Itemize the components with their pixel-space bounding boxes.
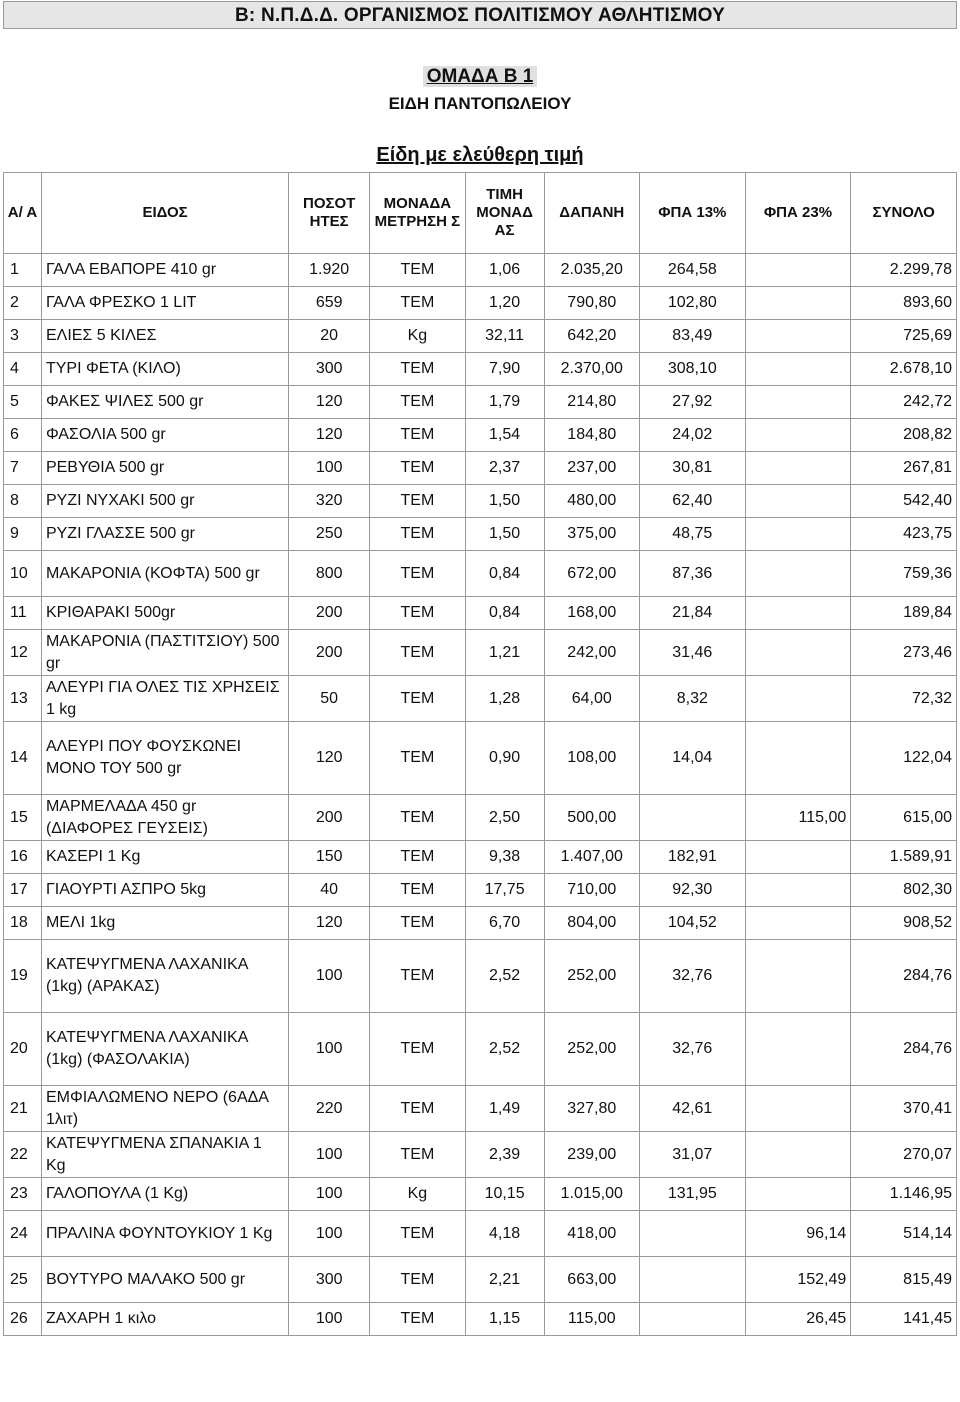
vat-13-cell: 42,61 [639,1086,745,1132]
vat-23-cell: 26,45 [745,1303,851,1336]
vat-23-cell [745,452,851,485]
total-cell: 2.299,78 [851,254,957,287]
total-cell: 189,84 [851,597,957,630]
quantity-cell: 659 [289,287,370,320]
col-total: ΣΥΝΟΛΟ [851,173,957,254]
unit-cell: ΤΕΜ [370,287,465,320]
cost-cell: 418,00 [544,1211,639,1257]
item-name-cell: ΜΕΛΙ 1kg [41,907,288,940]
vat-23-cell [745,874,851,907]
total-cell: 284,76 [851,940,957,1013]
table-row [4,795,957,841]
row-number-cell: 3 [4,320,42,353]
item-name-cell: ΡΥΖΙ ΝΥΧΑΚΙ 500 gr [41,485,288,518]
row-number-cell: 18 [4,907,42,940]
vat-23-cell [745,722,851,795]
vat-23-cell: 96,14 [745,1211,851,1257]
row-number-cell: 2 [4,287,42,320]
unit-cell: ΤΕΜ [370,419,465,452]
row-number-cell: 4 [4,353,42,386]
unit-cell: ΤΕΜ [370,1211,465,1257]
unit-price-cell: 2,39 [465,1132,544,1178]
unit-cell: Kg [370,320,465,353]
unit-price-cell: 2,50 [465,795,544,841]
quantity-cell: 50 [289,676,370,722]
item-name-cell: ΓΑΛΑ ΕΒΑΠΟΡΕ 410 gr [41,254,288,287]
table-row [4,676,957,722]
unit-cell: ΤΕΜ [370,722,465,795]
table-row [4,254,957,287]
row-number-cell: 11 [4,597,42,630]
group-title [0,66,960,88]
item-name-cell: ΒΟΥΤΥΡΟ ΜΑΛΑΚΟ 500 gr [41,1257,288,1303]
total-cell: 893,60 [851,287,957,320]
row-number-cell: 15 [4,795,42,841]
table-body [4,254,957,1336]
row-number-cell: 16 [4,841,42,874]
cost-cell: 480,00 [544,485,639,518]
unit-cell: ΤΕΜ [370,386,465,419]
col-aa: Α/ Α [4,173,42,254]
table-row [4,287,957,320]
row-number-cell: 21 [4,1086,42,1132]
col-unit: ΜΟΝΑΔΑ ΜΕΤΡΗΣΗ Σ [370,173,465,254]
table-row [4,485,957,518]
quantity-cell: 120 [289,386,370,419]
unit-cell: ΤΕΜ [370,841,465,874]
unit-price-cell: 1,79 [465,386,544,419]
total-cell: 208,82 [851,419,957,452]
row-number-cell: 19 [4,940,42,1013]
cost-cell: 642,20 [544,320,639,353]
total-cell: 242,72 [851,386,957,419]
vat-13-cell: 32,76 [639,1013,745,1086]
vat-23-cell [745,940,851,1013]
unit-cell: ΤΕΜ [370,874,465,907]
table-row [4,1257,957,1303]
quantity-cell: 800 [289,551,370,597]
vat-23-cell [745,841,851,874]
item-name-cell: ΓΙΑΟΥΡΤΙ ΑΣΠΡΟ 5kg [41,874,288,907]
total-cell: 725,69 [851,320,957,353]
unit-price-cell: 1,15 [465,1303,544,1336]
vat-23-cell [745,386,851,419]
row-number-cell: 1 [4,254,42,287]
quantity-cell: 100 [289,1303,370,1336]
vat-13-cell: 24,02 [639,419,745,452]
cost-cell: 184,80 [544,419,639,452]
row-number-cell: 8 [4,485,42,518]
item-name-cell: ΚΑΣΕΡΙ 1 Kg [41,841,288,874]
total-cell: 423,75 [851,518,957,551]
quantity-cell: 250 [289,518,370,551]
row-number-cell: 14 [4,722,42,795]
cost-cell: 108,00 [544,722,639,795]
quantity-cell: 120 [289,907,370,940]
item-name-cell: ΤΥΡΙ ΦΕΤΑ (ΚΙΛΟ) [41,353,288,386]
col-item: ΕΙΔΟΣ [41,173,288,254]
vat-23-cell: 152,49 [745,1257,851,1303]
total-cell: 759,36 [851,551,957,597]
cost-cell: 252,00 [544,1013,639,1086]
item-name-cell: ΜΑΚΑΡΟΝΙΑ (ΠΑΣΤΙΤΣΙΟΥ) 500 gr [41,630,288,676]
vat-23-cell [745,1086,851,1132]
total-cell: 141,45 [851,1303,957,1336]
item-name-cell: ΑΛΕΥΡΙ ΠΟΥ ΦΟΥΣΚΩΝΕΙ ΜΟΝΟ ΤΟΥ 500 gr [41,722,288,795]
unit-cell: ΤΕΜ [370,353,465,386]
vat-23-cell: 115,00 [745,795,851,841]
table-row [4,1132,957,1178]
cost-cell: 2.370,00 [544,353,639,386]
col-cost: ΔΑΠΑΝΗ [544,173,639,254]
quantity-cell: 120 [289,419,370,452]
item-name-cell: ΕΜΦΙΑΛΩΜΕΝΟ ΝΕΡΟ (6ΑΔΑ 1λιτ) [41,1086,288,1132]
col-price: ΤΙΜΗ ΜΟΝΑΔ ΑΣ [465,173,544,254]
table-row [4,551,957,597]
unit-cell: ΤΕΜ [370,940,465,1013]
item-name-cell: ΚΡΙΘΑΡΑΚΙ 500gr [41,597,288,630]
quantity-cell: 1.920 [289,254,370,287]
col-vat23: ΦΠΑ 23% [745,173,851,254]
total-cell: 542,40 [851,485,957,518]
row-number-cell: 25 [4,1257,42,1303]
pricing-note [355,144,605,167]
cost-cell: 239,00 [544,1132,639,1178]
vat-13-cell: 102,80 [639,287,745,320]
unit-price-cell: 0,84 [465,597,544,630]
unit-cell: ΤΕΜ [370,1257,465,1303]
vat-13-cell: 21,84 [639,597,745,630]
vat-23-cell [745,551,851,597]
unit-price-cell: 1,50 [465,518,544,551]
unit-cell: ΤΕΜ [370,485,465,518]
row-number-cell: 23 [4,1178,42,1211]
col-qty: ΠΟΣΟΤ ΗΤΕΣ [289,173,370,254]
vat-13-cell: 83,49 [639,320,745,353]
pricing-note-text: Είδη με ελεύθερη τιμή [376,144,584,166]
cost-cell: 237,00 [544,452,639,485]
vat-13-cell: 87,36 [639,551,745,597]
vat-13-cell: 308,10 [639,353,745,386]
vat-13-cell: 30,81 [639,452,745,485]
vat-13-cell [639,1303,745,1336]
row-number-cell: 22 [4,1132,42,1178]
unit-price-cell: 6,70 [465,907,544,940]
total-cell: 273,46 [851,630,957,676]
cost-cell: 663,00 [544,1257,639,1303]
item-name-cell: ΚΑΤΕΨΥΓΜΕΝΑ ΛΑΧΑΝΙΚΑ (1kg) (ΦΑΣΟΛΑΚΙΑ) [41,1013,288,1086]
unit-price-cell: 1,49 [465,1086,544,1132]
unit-cell: ΤΕΜ [370,630,465,676]
table-row [4,1178,957,1211]
vat-23-cell [745,1013,851,1086]
table-row [4,353,957,386]
total-cell: 72,32 [851,676,957,722]
unit-price-cell: 0,90 [465,722,544,795]
item-name-cell: ΦΑΣΟΛΙΑ 500 gr [41,419,288,452]
unit-cell: ΤΕΜ [370,1086,465,1132]
unit-cell: ΤΕΜ [370,1303,465,1336]
vat-23-cell [745,676,851,722]
unit-price-cell: 17,75 [465,874,544,907]
vat-13-cell [639,1257,745,1303]
item-name-cell: ΚΑΤΕΨΥΓΜΕΝΑ ΣΠΑΝΑΚΙΑ 1 Kg [41,1132,288,1178]
vat-23-cell [745,485,851,518]
item-name-cell: ΦΑΚΕΣ ΨΙΛΕΣ 500 gr [41,386,288,419]
item-name-cell: ΡΥΖΙ ΓΛΑΣΣΕ 500 gr [41,518,288,551]
total-cell: 284,76 [851,1013,957,1086]
table-row [4,386,957,419]
unit-price-cell: 32,11 [465,320,544,353]
table-row [4,518,957,551]
cost-cell: 672,00 [544,551,639,597]
quantity-cell: 120 [289,722,370,795]
table-row [4,1013,957,1086]
unit-price-cell: 9,38 [465,841,544,874]
unit-cell: ΤΕΜ [370,597,465,630]
vat-13-cell: 131,95 [639,1178,745,1211]
quantity-cell: 200 [289,630,370,676]
item-name-cell: ΕΛΙΕΣ 5 ΚΙΛΕΣ [41,320,288,353]
col-vat13: ΦΠΑ 13% [639,173,745,254]
table-row [4,630,957,676]
unit-cell: Kg [370,1178,465,1211]
quantity-cell: 100 [289,1211,370,1257]
quantity-cell: 100 [289,1013,370,1086]
quantity-cell: 20 [289,320,370,353]
unit-price-cell: 1,20 [465,287,544,320]
vat-13-cell: 182,91 [639,841,745,874]
unit-price-cell: 0,84 [465,551,544,597]
vat-13-cell: 92,30 [639,874,745,907]
vat-13-cell: 31,07 [639,1132,745,1178]
item-name-cell: ΠΡΑΛΙΝΑ ΦΟΥΝΤΟΥΚΙΟΥ 1 Kg [41,1211,288,1257]
cost-cell: 804,00 [544,907,639,940]
table-header-row [4,173,957,254]
unit-price-cell: 10,15 [465,1178,544,1211]
total-cell: 514,14 [851,1211,957,1257]
vat-13-cell: 14,04 [639,722,745,795]
vat-13-cell: 104,52 [639,907,745,940]
total-cell: 270,07 [851,1132,957,1178]
total-cell: 908,52 [851,907,957,940]
cost-cell: 327,80 [544,1086,639,1132]
organization-title: Β: Ν.Π.Δ.Δ. ΟΡΓΑΝΙΣΜΟΣ ΠΟΛΙΤΙΣΜΟΥ ΑΘΛΗΤΙΣΜΟΥ [3,1,957,29]
total-cell: 1.146,95 [851,1178,957,1211]
vat-23-cell [745,518,851,551]
table-row [4,841,957,874]
unit-price-cell: 2,21 [465,1257,544,1303]
total-cell: 267,81 [851,452,957,485]
unit-cell: ΤΕΜ [370,551,465,597]
vat-13-cell: 48,75 [639,518,745,551]
vat-13-cell [639,1211,745,1257]
quantity-cell: 200 [289,597,370,630]
item-name-cell: ΜΑΡΜΕΛΑΔΑ 450 gr (ΔΙΑΦΟΡΕΣ ΓΕΥΣΕΙΣ) [41,795,288,841]
row-number-cell: 6 [4,419,42,452]
table-row [4,320,957,353]
unit-cell: ΤΕΜ [370,254,465,287]
row-number-cell: 12 [4,630,42,676]
row-number-cell: 13 [4,676,42,722]
unit-price-cell: 1,21 [465,630,544,676]
cost-cell: 2.035,20 [544,254,639,287]
vat-23-cell [745,419,851,452]
cost-cell: 375,00 [544,518,639,551]
quantity-cell: 100 [289,1132,370,1178]
total-cell: 122,04 [851,722,957,795]
table-row [4,940,957,1013]
unit-cell: ΤΕΜ [370,1132,465,1178]
total-cell: 815,49 [851,1257,957,1303]
vat-13-cell: 27,92 [639,386,745,419]
vat-13-cell: 31,46 [639,630,745,676]
total-cell: 615,00 [851,795,957,841]
group-label: ΟΜΑΔΑ Β 1 [423,66,538,87]
unit-cell: ΤΕΜ [370,1013,465,1086]
cost-cell: 168,00 [544,597,639,630]
total-cell: 370,41 [851,1086,957,1132]
unit-cell: ΤΕΜ [370,795,465,841]
row-number-cell: 7 [4,452,42,485]
row-number-cell: 24 [4,1211,42,1257]
vat-13-cell: 32,76 [639,940,745,1013]
quantity-cell: 200 [289,795,370,841]
cost-cell: 242,00 [544,630,639,676]
category-title: ΕΙΔΗ ΠΑΝΤΟΠΩΛΕΙΟΥ [388,94,572,113]
vat-13-cell: 62,40 [639,485,745,518]
quantity-cell: 40 [289,874,370,907]
cost-cell: 64,00 [544,676,639,722]
unit-price-cell: 1,50 [465,485,544,518]
unit-price-cell: 2,52 [465,940,544,1013]
unit-price-cell: 1,28 [465,676,544,722]
vat-23-cell [745,353,851,386]
table-row [4,1086,957,1132]
unit-price-cell: 7,90 [465,353,544,386]
item-name-cell: ΓΑΛΑ ΦΡΕΣΚΟ 1 LIT [41,287,288,320]
item-name-cell: ΓΑΛΟΠΟΥΛΑ (1 Kg) [41,1178,288,1211]
quantity-cell: 100 [289,1178,370,1211]
unit-price-cell: 1,54 [465,419,544,452]
item-name-cell: ΖΑΧΑΡΗ 1 κιλο [41,1303,288,1336]
table-row [4,1211,957,1257]
item-name-cell: ΚΑΤΕΨΥΓΜΕΝΑ ΛΑΧΑΝΙΚΑ (1kg) (ΑΡΑΚΑΣ) [41,940,288,1013]
cost-cell: 710,00 [544,874,639,907]
unit-price-cell: 4,18 [465,1211,544,1257]
quantity-cell: 300 [289,1257,370,1303]
cost-cell: 115,00 [544,1303,639,1336]
vat-23-cell [745,320,851,353]
quantity-cell: 300 [289,353,370,386]
unit-price-cell: 2,52 [465,1013,544,1086]
row-number-cell: 5 [4,386,42,419]
item-name-cell: ΑΛΕΥΡΙ ΓΙΑ ΟΛΕΣ ΤΙΣ ΧΡΗΣΕΙΣ 1 kg [41,676,288,722]
item-name-cell: ΜΑΚΑΡΟΝΙΑ (ΚΟΦΤΑ) 500 gr [41,551,288,597]
row-number-cell: 9 [4,518,42,551]
unit-cell: ΤΕΜ [370,907,465,940]
table-row [4,452,957,485]
cost-cell: 790,80 [544,287,639,320]
vat-23-cell [745,1178,851,1211]
table-row [4,419,957,452]
row-number-cell: 20 [4,1013,42,1086]
total-cell: 802,30 [851,874,957,907]
vat-23-cell [745,630,851,676]
unit-cell: ΤΕΜ [370,452,465,485]
table-row [4,874,957,907]
total-cell: 1.589,91 [851,841,957,874]
vat-13-cell: 264,58 [639,254,745,287]
total-cell: 2.678,10 [851,353,957,386]
quantity-cell: 150 [289,841,370,874]
cost-cell: 214,80 [544,386,639,419]
quantity-cell: 100 [289,452,370,485]
cost-cell: 1.015,00 [544,1178,639,1211]
unit-cell: ΤΕΜ [370,676,465,722]
item-name-cell: ΡΕΒΥΘΙΑ 500 gr [41,452,288,485]
table-row [4,597,957,630]
unit-cell: ΤΕΜ [370,518,465,551]
vat-13-cell [639,795,745,841]
row-number-cell: 26 [4,1303,42,1336]
quantity-cell: 220 [289,1086,370,1132]
table-row [4,907,957,940]
vat-23-cell [745,597,851,630]
cost-cell: 500,00 [544,795,639,841]
vat-23-cell [745,287,851,320]
row-number-cell: 10 [4,551,42,597]
vat-13-cell: 8,32 [639,676,745,722]
cost-cell: 1.407,00 [544,841,639,874]
quantity-cell: 320 [289,485,370,518]
table-row [4,1303,957,1336]
row-number-cell: 17 [4,874,42,907]
vat-23-cell [745,1132,851,1178]
vat-23-cell [745,907,851,940]
unit-price-cell: 1,06 [465,254,544,287]
table-row [4,722,957,795]
cost-cell: 252,00 [544,940,639,1013]
vat-23-cell [745,254,851,287]
quantity-cell: 100 [289,940,370,1013]
items-table [3,172,957,1336]
unit-price-cell: 2,37 [465,452,544,485]
